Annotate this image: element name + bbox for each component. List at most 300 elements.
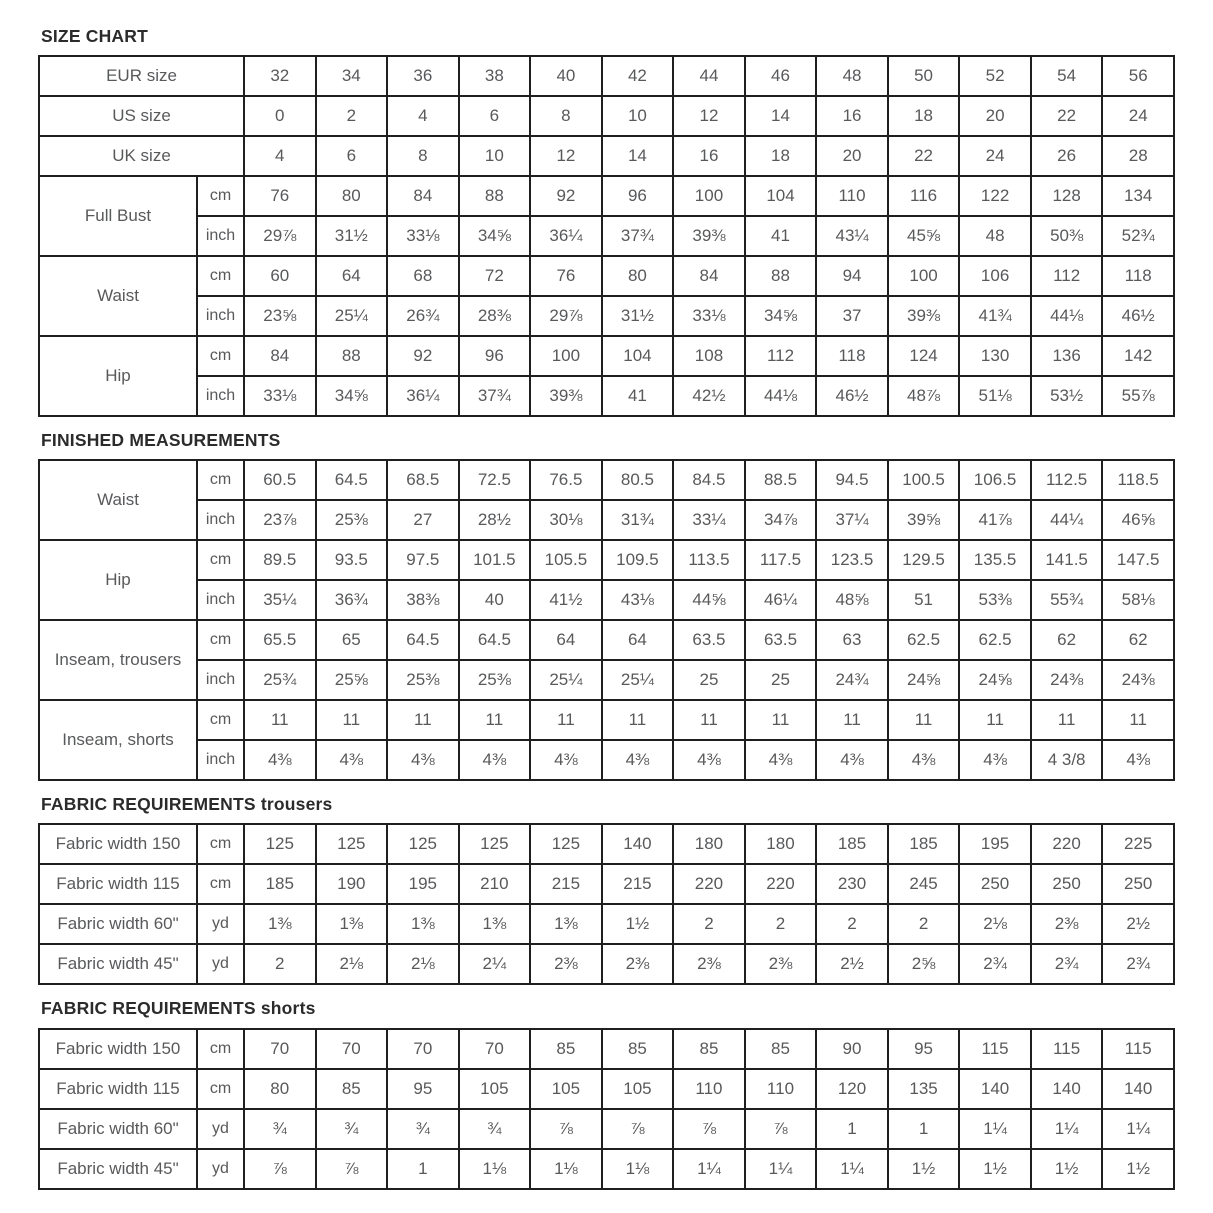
row-label: Waist [39, 460, 197, 540]
value-cell: 88 [316, 336, 388, 376]
value-cell: 1½ [1031, 1149, 1103, 1189]
value-cell: 124 [888, 336, 960, 376]
value-cell: 118.5 [1102, 460, 1174, 500]
value-cell: 140 [959, 1069, 1031, 1109]
value-cell: 28⅜ [459, 296, 531, 336]
value-cell: 11 [602, 700, 674, 740]
value-cell: 25¾ [244, 660, 316, 700]
value-cell: 85 [745, 1029, 817, 1069]
value-cell: 130 [959, 336, 1031, 376]
page [38, 26, 1175, 1190]
value-cell: 4⅜ [959, 740, 1031, 780]
value-cell: 11 [530, 700, 602, 740]
value-cell: 63.5 [745, 620, 817, 660]
value-cell: 25¼ [530, 660, 602, 700]
value-cell: 24⅜ [1031, 660, 1103, 700]
value-cell: 141.5 [1031, 540, 1103, 580]
value-cell: 250 [1102, 864, 1174, 904]
row-label: Hip [39, 336, 197, 416]
unit-cell: cm [197, 336, 244, 376]
value-cell: 41¾ [959, 296, 1031, 336]
value-cell: ¾ [387, 1109, 459, 1149]
table-row [39, 944, 1174, 984]
value-cell: 4⅜ [244, 740, 316, 780]
value-cell: 1⅜ [316, 904, 388, 944]
row-label: Waist [39, 256, 197, 336]
value-cell: 39⅜ [673, 216, 745, 256]
value-cell: 220 [745, 864, 817, 904]
value-cell: 105 [530, 1069, 602, 1109]
value-cell: ⅞ [745, 1109, 817, 1149]
value-cell: 1⅜ [530, 904, 602, 944]
value-cell: 1¼ [1031, 1109, 1103, 1149]
value-cell: 48⅞ [888, 376, 960, 416]
table-row [39, 1149, 1174, 1189]
unit-cell: cm [197, 700, 244, 740]
value-cell: 142 [1102, 336, 1174, 376]
row-label: Fabric width 60" [39, 904, 197, 944]
value-cell: 4⅜ [816, 740, 888, 780]
table-row [39, 904, 1174, 944]
value-cell: 58⅛ [1102, 580, 1174, 620]
value-cell: 39⅜ [888, 296, 960, 336]
value-cell: 51 [888, 580, 960, 620]
value-cell: 8 [530, 96, 602, 136]
value-cell: 2¾ [1031, 944, 1103, 984]
value-cell: 120 [816, 1069, 888, 1109]
value-cell: 43⅛ [602, 580, 674, 620]
value-cell: 2 [888, 904, 960, 944]
value-cell: ¾ [316, 1109, 388, 1149]
value-cell: 35¼ [244, 580, 316, 620]
value-cell: 11 [316, 700, 388, 740]
value-cell: 20 [959, 96, 1031, 136]
value-cell: 25⅜ [459, 660, 531, 700]
value-cell: 51⅛ [959, 376, 1031, 416]
value-cell: 115 [959, 1029, 1031, 1069]
value-cell: 190 [316, 864, 388, 904]
value-cell: 72 [459, 256, 531, 296]
value-cell: 2 [745, 904, 817, 944]
value-cell: 25 [673, 660, 745, 700]
value-cell: 104 [745, 176, 817, 216]
value-cell: 14 [745, 96, 817, 136]
value-cell: 70 [244, 1029, 316, 1069]
value-cell: 41⅞ [959, 500, 1031, 540]
value-cell: 140 [1031, 1069, 1103, 1109]
value-cell: 4 [387, 96, 459, 136]
value-cell: 2 [316, 96, 388, 136]
value-cell: 135.5 [959, 540, 1031, 580]
value-cell: 92 [530, 176, 602, 216]
value-cell: 115 [1102, 1029, 1174, 1069]
table-row [39, 56, 1174, 96]
value-cell: 122 [959, 176, 1031, 216]
value-cell: 36¾ [316, 580, 388, 620]
value-cell: 84 [244, 336, 316, 376]
value-cell: 11 [888, 700, 960, 740]
value-cell: 1⅜ [387, 904, 459, 944]
value-cell: 2⅛ [959, 904, 1031, 944]
value-cell: 2 [244, 944, 316, 984]
value-cell: 84 [673, 256, 745, 296]
value-cell: 195 [959, 824, 1031, 864]
value-cell: 92 [387, 336, 459, 376]
unit-cell: cm [197, 540, 244, 580]
value-cell: 94.5 [816, 460, 888, 500]
value-cell: ⅞ [673, 1109, 745, 1149]
value-cell: 62 [1031, 620, 1103, 660]
table-row [39, 540, 1174, 580]
value-cell: 125 [459, 824, 531, 864]
table-row [39, 660, 1174, 700]
value-cell: 12 [673, 96, 745, 136]
value-cell: 33¼ [673, 500, 745, 540]
value-cell: 2¼ [459, 944, 531, 984]
value-cell: 108 [673, 336, 745, 376]
row-label: Fabric width 150 [39, 1029, 197, 1069]
value-cell: 24 [1102, 96, 1174, 136]
value-cell: 55¾ [1031, 580, 1103, 620]
table-row [39, 460, 1174, 500]
value-cell: 134 [1102, 176, 1174, 216]
value-cell: 2⅜ [602, 944, 674, 984]
value-cell: 4⅜ [745, 740, 817, 780]
value-cell: 96 [602, 176, 674, 216]
value-cell: 113.5 [673, 540, 745, 580]
value-cell: 106 [959, 256, 1031, 296]
value-cell: 88.5 [745, 460, 817, 500]
value-cell: 23⅝ [244, 296, 316, 336]
value-cell: 123.5 [816, 540, 888, 580]
unit-cell: inch [197, 740, 244, 780]
fabric-requirements-shorts-table [38, 1028, 1175, 1190]
value-cell: 25⅝ [316, 660, 388, 700]
value-cell: 250 [1031, 864, 1103, 904]
value-cell: 11 [1031, 700, 1103, 740]
table-row [39, 136, 1174, 176]
value-cell: 60 [244, 256, 316, 296]
value-cell: 25⅜ [316, 500, 388, 540]
value-cell: 48 [959, 216, 1031, 256]
row-label: Inseam, trousers [39, 620, 197, 700]
value-cell: 2 [816, 904, 888, 944]
table-row [39, 296, 1174, 336]
value-cell: 4⅜ [673, 740, 745, 780]
value-cell: 40 [530, 56, 602, 96]
value-cell: 34⅝ [316, 376, 388, 416]
unit-cell: yd [197, 944, 244, 984]
table-row [39, 864, 1174, 904]
section-fabric-requirements-shorts [38, 998, 1175, 1189]
value-cell: 2½ [816, 944, 888, 984]
value-cell: 1⅛ [530, 1149, 602, 1189]
value-cell: 97.5 [387, 540, 459, 580]
value-cell: 24⅝ [959, 660, 1031, 700]
value-cell: 62.5 [888, 620, 960, 660]
value-cell: 95 [888, 1029, 960, 1069]
value-cell: 4⅜ [387, 740, 459, 780]
value-cell: 14 [602, 136, 674, 176]
value-cell: 4⅜ [1102, 740, 1174, 780]
value-cell: 46¼ [745, 580, 817, 620]
value-cell: 94 [816, 256, 888, 296]
table-row [39, 96, 1174, 136]
value-cell: 89.5 [244, 540, 316, 580]
row-label: Full Bust [39, 176, 197, 256]
value-cell: 4 3/8 [1031, 740, 1103, 780]
value-cell: 41 [745, 216, 817, 256]
unit-cell: cm [197, 176, 244, 216]
value-cell: 64.5 [459, 620, 531, 660]
unit-cell: cm [197, 620, 244, 660]
section-fabric-requirements-trousers [38, 794, 1175, 985]
unit-cell: yd [197, 904, 244, 944]
value-cell: 26¾ [387, 296, 459, 336]
value-cell: 42 [602, 56, 674, 96]
value-cell: 110 [673, 1069, 745, 1109]
table-row [39, 176, 1174, 216]
value-cell: 100.5 [888, 460, 960, 500]
value-cell: 115 [1031, 1029, 1103, 1069]
value-cell: 112 [1031, 256, 1103, 296]
section-title: SIZE CHART [41, 26, 148, 46]
value-cell: 0 [244, 96, 316, 136]
value-cell: 112.5 [1031, 460, 1103, 500]
value-cell: 2½ [1102, 904, 1174, 944]
value-cell: 11 [1102, 700, 1174, 740]
value-cell: 1½ [959, 1149, 1031, 1189]
value-cell: 30⅛ [530, 500, 602, 540]
value-cell: 84 [387, 176, 459, 216]
value-cell: 180 [673, 824, 745, 864]
value-cell: 80 [316, 176, 388, 216]
unit-cell: cm [197, 1069, 244, 1109]
value-cell: 100 [673, 176, 745, 216]
table-row [39, 336, 1174, 376]
unit-cell: cm [197, 864, 244, 904]
value-cell: 52 [959, 56, 1031, 96]
value-cell: 11 [387, 700, 459, 740]
value-cell: 33⅛ [673, 296, 745, 336]
section-size-chart [38, 26, 1175, 417]
section-finished-measurements [38, 430, 1175, 781]
value-cell: 2⅜ [745, 944, 817, 984]
value-cell: 56 [1102, 56, 1174, 96]
row-label: Fabric width 45" [39, 1149, 197, 1189]
value-cell: 27 [387, 500, 459, 540]
value-cell: 50 [888, 56, 960, 96]
table-row [39, 700, 1174, 740]
value-cell: 44⅛ [745, 376, 817, 416]
value-cell: 215 [602, 864, 674, 904]
table-row [39, 1069, 1174, 1109]
unit-cell: inch [197, 216, 244, 256]
value-cell: 70 [316, 1029, 388, 1069]
value-cell: 2⅛ [316, 944, 388, 984]
value-cell: 245 [888, 864, 960, 904]
value-cell: 10 [602, 96, 674, 136]
value-cell: 52¾ [1102, 216, 1174, 256]
value-cell: 104 [602, 336, 674, 376]
value-cell: 37 [816, 296, 888, 336]
unit-cell: inch [197, 296, 244, 336]
value-cell: 11 [673, 700, 745, 740]
value-cell: 215 [530, 864, 602, 904]
value-cell: 25 [745, 660, 817, 700]
value-cell: 25⅜ [387, 660, 459, 700]
value-cell: 48⅝ [816, 580, 888, 620]
table-row [39, 376, 1174, 416]
value-cell: 117.5 [745, 540, 817, 580]
table-row [39, 740, 1174, 780]
value-cell: 11 [459, 700, 531, 740]
value-cell: 70 [459, 1029, 531, 1069]
value-cell: 125 [244, 824, 316, 864]
value-cell: 110 [816, 176, 888, 216]
value-cell: 4⅜ [316, 740, 388, 780]
value-cell: ¾ [459, 1109, 531, 1149]
value-cell: 33⅛ [387, 216, 459, 256]
value-cell: 28½ [459, 500, 531, 540]
finished-measurements-table [38, 459, 1175, 781]
value-cell: 1¼ [745, 1149, 817, 1189]
value-cell: 230 [816, 864, 888, 904]
value-cell: 20 [816, 136, 888, 176]
value-cell: 135 [888, 1069, 960, 1109]
value-cell: 4⅜ [602, 740, 674, 780]
value-cell: 112 [745, 336, 817, 376]
value-cell: 12 [530, 136, 602, 176]
value-cell: 38 [459, 56, 531, 96]
value-cell: 36¼ [387, 376, 459, 416]
value-cell: 125 [387, 824, 459, 864]
unit-cell: inch [197, 376, 244, 416]
value-cell: 195 [387, 864, 459, 904]
value-cell: 76 [530, 256, 602, 296]
unit-cell: inch [197, 580, 244, 620]
unit-cell: cm [197, 460, 244, 500]
row-label: Fabric width 115 [39, 864, 197, 904]
row-label: Fabric width 150 [39, 824, 197, 864]
value-cell: 22 [1031, 96, 1103, 136]
unit-cell: cm [197, 1029, 244, 1069]
value-cell: 8 [387, 136, 459, 176]
value-cell: 55⅞ [1102, 376, 1174, 416]
value-cell: 63.5 [673, 620, 745, 660]
value-cell: 1½ [888, 1149, 960, 1189]
value-cell: 37¾ [602, 216, 674, 256]
value-cell: 118 [1102, 256, 1174, 296]
value-cell: 84.5 [673, 460, 745, 500]
value-cell: 53⅜ [959, 580, 1031, 620]
value-cell: 72.5 [459, 460, 531, 500]
value-cell: 44⅛ [1031, 296, 1103, 336]
value-cell: 4⅜ [459, 740, 531, 780]
value-cell: 105 [602, 1069, 674, 1109]
value-cell: 64 [530, 620, 602, 660]
value-cell: 53½ [1031, 376, 1103, 416]
value-cell: 18 [745, 136, 817, 176]
value-cell: 44 [673, 56, 745, 96]
value-cell: 62.5 [959, 620, 1031, 660]
value-cell: 118 [816, 336, 888, 376]
value-cell: 109.5 [602, 540, 674, 580]
value-cell: 68 [387, 256, 459, 296]
value-cell: 11 [745, 700, 817, 740]
value-cell: 11 [816, 700, 888, 740]
value-cell: 38⅜ [387, 580, 459, 620]
value-cell: 101.5 [459, 540, 531, 580]
value-cell: 1½ [602, 904, 674, 944]
value-cell: 22 [888, 136, 960, 176]
value-cell: 2¾ [959, 944, 1031, 984]
value-cell: 136 [1031, 336, 1103, 376]
value-cell: 85 [602, 1029, 674, 1069]
section-title: FABRIC REQUIREMENTS shorts [41, 998, 316, 1019]
value-cell: ⅞ [530, 1109, 602, 1149]
value-cell: 43¼ [816, 216, 888, 256]
value-cell: 39⅝ [888, 500, 960, 540]
value-cell: 1⅛ [459, 1149, 531, 1189]
value-cell: 116 [888, 176, 960, 216]
table-row [39, 1109, 1174, 1149]
value-cell: 48 [816, 56, 888, 96]
value-cell: 37¼ [816, 500, 888, 540]
value-cell: 26 [1031, 136, 1103, 176]
value-cell: 31½ [602, 296, 674, 336]
unit-cell: cm [197, 256, 244, 296]
value-cell: 36¼ [530, 216, 602, 256]
row-label: Fabric width 45" [39, 944, 197, 984]
value-cell: 44¼ [1031, 500, 1103, 540]
value-cell: 2⅜ [530, 944, 602, 984]
value-cell: 11 [244, 700, 316, 740]
value-cell: 147.5 [1102, 540, 1174, 580]
value-cell: 1 [387, 1149, 459, 1189]
row-label: EUR size [39, 56, 244, 96]
value-cell: 4 [244, 136, 316, 176]
value-cell: 41½ [530, 580, 602, 620]
value-cell: 110 [745, 1069, 817, 1109]
value-cell: 64 [316, 256, 388, 296]
value-cell: 76 [244, 176, 316, 216]
value-cell: 1 [816, 1109, 888, 1149]
value-cell: 4⅜ [888, 740, 960, 780]
value-cell: 96 [459, 336, 531, 376]
value-cell: 2¾ [1102, 944, 1174, 984]
value-cell: 64.5 [316, 460, 388, 500]
value-cell: 225 [1102, 824, 1174, 864]
value-cell: 128 [1031, 176, 1103, 216]
value-cell: 80.5 [602, 460, 674, 500]
value-cell: 24⅜ [1102, 660, 1174, 700]
value-cell: 24⅝ [888, 660, 960, 700]
value-cell: 76.5 [530, 460, 602, 500]
value-cell: 90 [816, 1029, 888, 1069]
value-cell: 64.5 [387, 620, 459, 660]
table-row [39, 1029, 1174, 1069]
value-cell: ⅞ [602, 1109, 674, 1149]
value-cell: 63 [816, 620, 888, 660]
value-cell: 70 [387, 1029, 459, 1069]
row-label: Hip [39, 540, 197, 620]
value-cell: 250 [959, 864, 1031, 904]
value-cell: 65.5 [244, 620, 316, 660]
value-cell: 140 [602, 824, 674, 864]
value-cell: 88 [459, 176, 531, 216]
row-label: UK size [39, 136, 244, 176]
